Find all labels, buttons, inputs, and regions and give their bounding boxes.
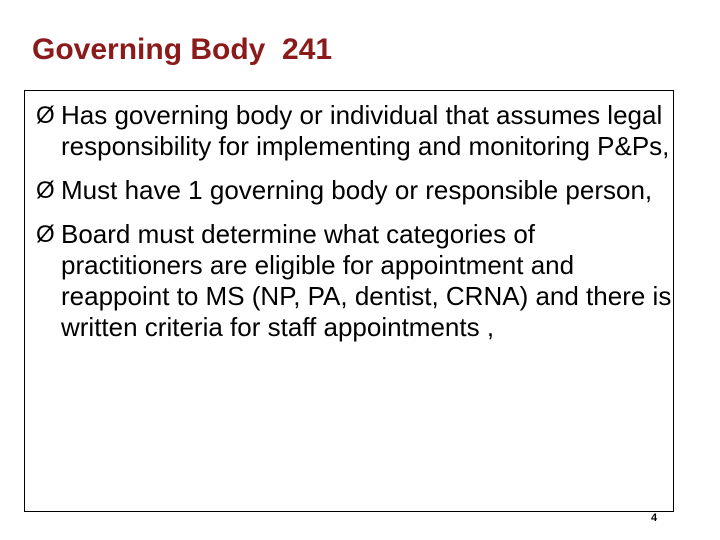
bullet-text: Has governing body or individual that assumes legal responsibility for implementing and monitoring P&Ps, <box>61 100 670 161</box>
bullet-item <box>36 175 676 206</box>
slide-title: Governing Body 241 <box>32 33 333 66</box>
arrow-right-icon: Ø <box>36 177 55 204</box>
bullet-item <box>36 100 676 162</box>
bullet-list <box>36 100 676 356</box>
bullet-item <box>36 219 676 343</box>
arrow-right-icon: Ø <box>36 221 55 248</box>
bullet-text: Must have 1 governing body or responsible person, <box>61 175 653 205</box>
page-number: 4 <box>651 512 658 524</box>
bullet-text: Board must determine what categories of practitioners are eligible for appointment and reappoint to MS (NP, PA, dentist, CRNA) and there is written criteria for staff appointments , <box>61 219 672 342</box>
arrow-right-icon: Ø <box>36 102 55 129</box>
